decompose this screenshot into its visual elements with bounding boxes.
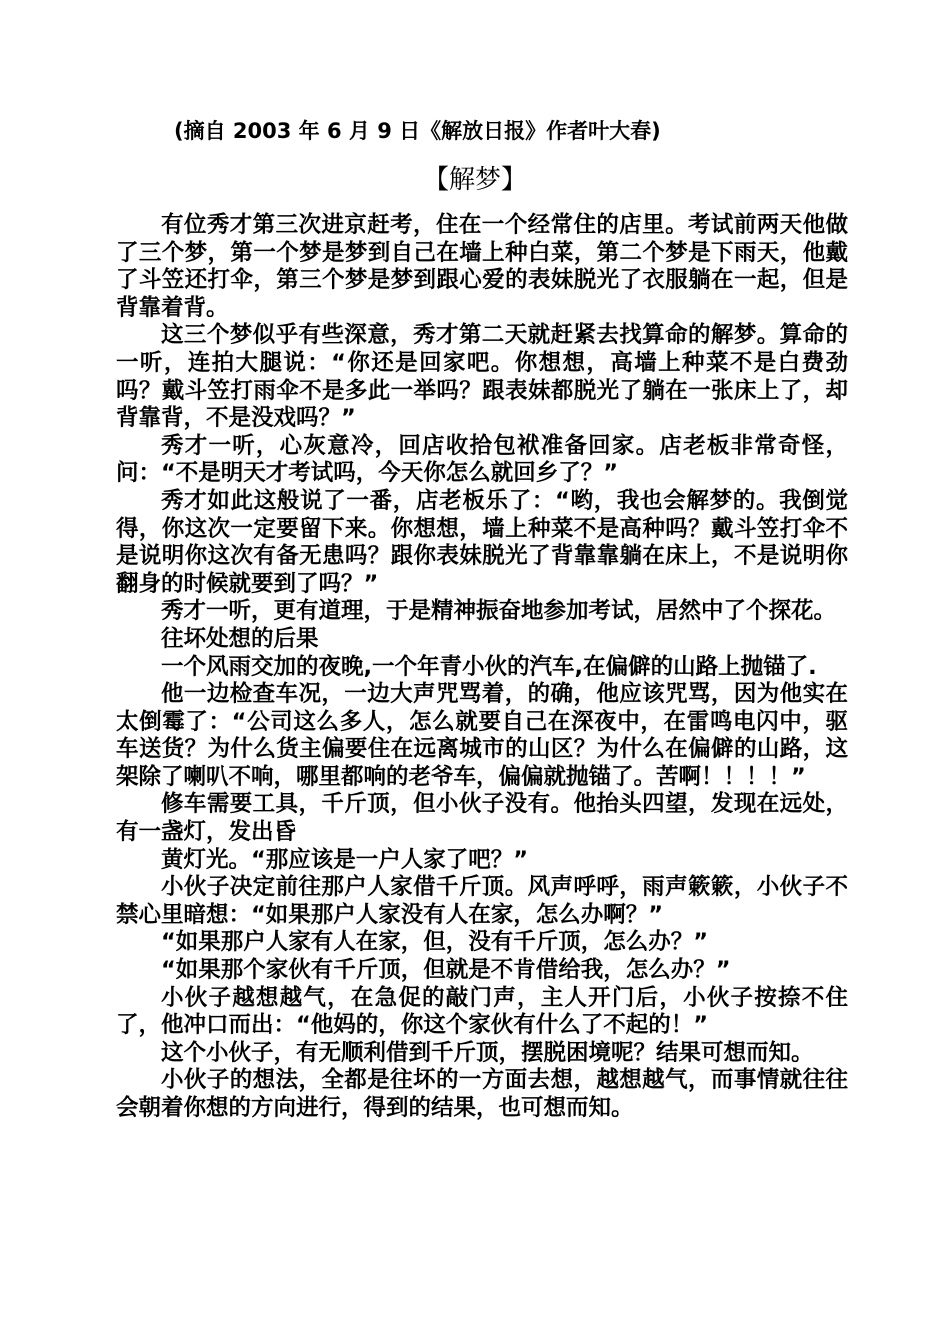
page-title: 【解梦】 (422, 165, 527, 195)
paragraph: 小伙子决定前往那户人家借千斤顶。风声呼呼，雨声簌簌，小伙子不禁心里暗想：“如果那户人家没有人在家，怎么办啊？” (116, 874, 848, 928)
source-line: (摘自 2003 年 6 月 9 日《解放日报》作者叶大春) (174, 119, 661, 143)
paragraph: 一个风雨交加的夜晚,一个年青小伙的汽车,在偏僻的山路上抛锚了. (161, 653, 817, 680)
paragraph: 有位秀才第三次进京赶考，住在一个经常住的店里。考试前两天他做了三个梦，第一个梦是梦到自己在墙上种白菜，第二个梦是下雨天，他戴了斗笠还打伞，第三个梦是梦到跟心爱的表妹脱光了衣服躺在一起，但是背靠着背。 (116, 212, 848, 321)
paragraph: 他一边检查车况，一边大声咒骂着，的确，他应该咒骂，因为他实在太倒霉了：“公司这么多人，怎么就要自己在深夜中，在雷鸣电闪中，驱车送货？为什么货主偏要住在远离城市的山区？为什么在偏僻的山路，这架除了喇叭不响，哪里都响的老爷车，偏偏就抛锚了。苦啊！！！！” (116, 681, 848, 790)
paragraph: 秀才一听，更有道理，于是精神振奋地参加考试，居然中了个探花。 (161, 598, 837, 625)
paragraph: 这三个梦似乎有些深意，秀才第二天就赶紧去找算命的解梦。算命的一听，连拍大腿说：“你还是回家吧。你想想，高墙上种菜不是白费劲吗？戴斗笠打雨伞不是多此一举吗？跟表妹都脱光了躺在一张床上了，却背靠背，不是没戏吗？” (116, 322, 848, 432)
section-heading: 往坏处想的后果 (161, 625, 319, 652)
article-body (116, 212, 848, 1123)
paragraph: 秀才一听，心灰意冷，回店收拾包袱准备回家。店老板非常奇怪，问：“不是明天才考试吗，今天你怎么就回乡了？” (116, 432, 848, 487)
paragraph: 小伙子的想法，全都是往坏的一方面去想，越想越气，而事情就往往会朝着你想的方向进行，得到的结果，也可想而知。 (116, 1067, 848, 1121)
paragraph: 秀才如此这般说了一番，店老板乐了：“哟，我也会解梦的。我倒觉得，你这次一定要留下来。你想想，墙上种菜不是高种吗？戴斗笠打伞不是说明你这次有备无患吗？跟你表妹脱光了背靠靠躺在床上，不是说明你翻身的时候就要到了吗？” (116, 487, 848, 597)
paragraph: 修车需要工具，千斤顶，但小伙子没有。他抬头四望，发现在远处，有一盏灯，发出昏 (116, 791, 848, 846)
paragraph: 这个小伙子，有无顺利借到千斤顶，摆脱困境呢？结果可想而知。 (161, 1039, 814, 1066)
paragraph: “如果那户人家有人在家，但，没有千斤顶，怎么办？” (161, 929, 709, 956)
paragraph: “如果那个家伙有千斤顶，但就是不肯借给我，怎么办？” (161, 957, 731, 984)
paragraph: 小伙子越想越气，在急促的敲门声，主人开门后，小伙子按捺不住了，他冲口而出：“他妈的，你这个家伙有什么了不起的！” (116, 984, 848, 1039)
paragraph: 黄灯光。“那应该是一户人家了吧？” (161, 846, 529, 873)
